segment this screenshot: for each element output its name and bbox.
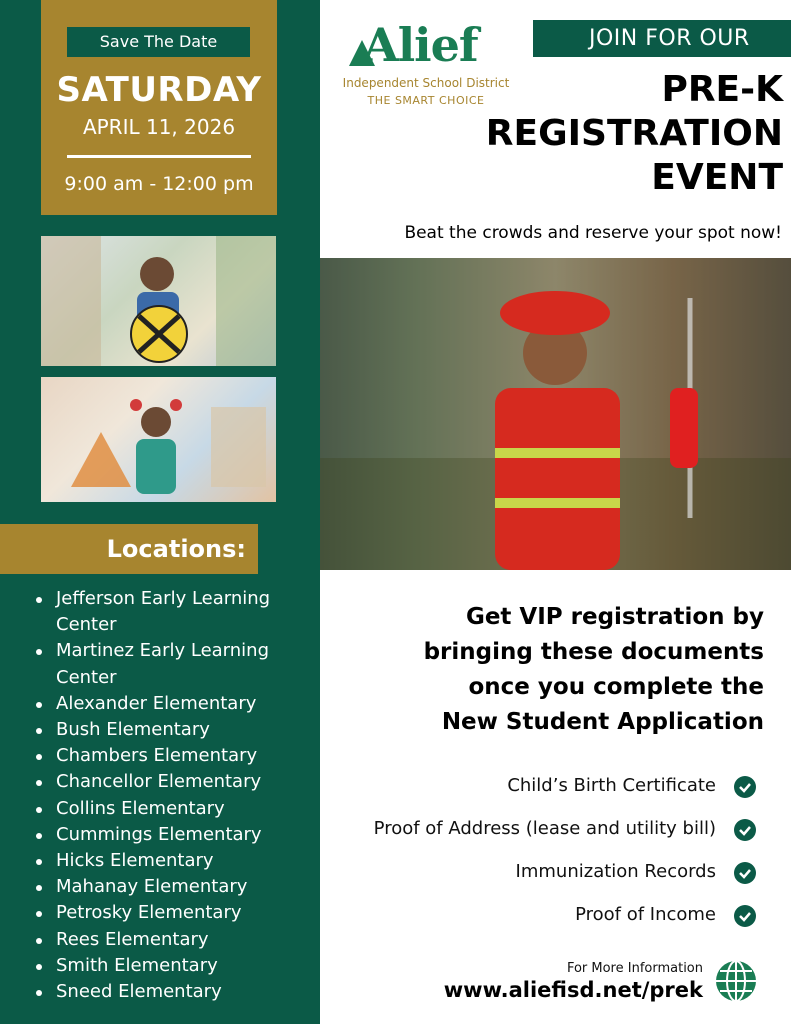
location-item: Rees Elementary [36, 927, 316, 953]
join-banner: JOIN FOR OUR [533, 20, 791, 57]
document-label: Proof of Address (lease and utility bill) [373, 818, 716, 839]
vip-line: New Student Application [441, 709, 764, 735]
document-item [340, 856, 760, 899]
date-divider [67, 155, 251, 158]
logo-tagline: THE SMART CHOICE [367, 94, 485, 107]
logo-wordmark: Alief [363, 18, 478, 72]
location-item: Cummings Elementary [36, 822, 316, 848]
more-info-label: For More Information [566, 961, 703, 976]
hero-photo-firefighter-girl [320, 258, 791, 570]
required-documents-list [340, 770, 760, 942]
save-the-date-label: Save The Date [67, 27, 250, 57]
check-circle-icon [734, 819, 756, 841]
check-circle-icon [734, 776, 756, 798]
vip-line: Get VIP registration by [465, 604, 764, 630]
globe-icon [714, 959, 758, 1003]
event-date: APRIL 11, 2026 [82, 115, 236, 139]
location-item: Chancellor Elementary [36, 769, 316, 795]
vip-line: once you complete the [468, 674, 764, 700]
check-circle-icon [734, 905, 756, 927]
event-title-line: PRE-K [661, 69, 783, 110]
document-item [340, 813, 760, 856]
photo-boy-railroad-sign [41, 236, 276, 366]
location-item: Chambers Elementary [36, 743, 316, 769]
event-tagline: Beat the crowds and reserve your spot now! [404, 223, 782, 243]
event-day: SATURDAY [56, 70, 262, 110]
document-label: Immunization Records [515, 861, 716, 882]
date-box [41, 0, 277, 215]
location-item: Petrosky Elementary [36, 900, 316, 926]
document-label: Child’s Birth Certificate [507, 775, 716, 796]
check-circle-icon [734, 862, 756, 884]
event-title-line: EVENT [651, 157, 783, 198]
photo-girl-play-area [41, 377, 276, 502]
document-item [340, 899, 760, 942]
event-title-line: REGISTRATION [485, 113, 783, 154]
location-item: Alexander Elementary [36, 691, 316, 717]
location-item: Martinez Early Learning Center [36, 638, 316, 690]
left-column [0, 0, 320, 1024]
location-item: Hicks Elementary [36, 848, 316, 874]
location-item: Mahanay Elementary [36, 874, 316, 900]
document-label: Proof of Income [575, 904, 716, 925]
location-item: Collins Elementary [36, 796, 316, 822]
event-time: 9:00 am - 12:00 pm [64, 173, 254, 195]
vip-registration-text [360, 600, 764, 740]
location-item: Smith Elementary [36, 953, 316, 979]
location-item: Sneed Elementary [36, 979, 316, 1005]
vip-line: bringing these documents [423, 639, 764, 665]
more-info-link[interactable]: www.aliefisd.net/prek [443, 978, 703, 1002]
location-item: Bush Elementary [36, 717, 316, 743]
locations-list [36, 586, 316, 1005]
logo-district: Independent School District [342, 76, 510, 90]
location-item: Jefferson Early Learning Center [36, 586, 316, 638]
event-title [423, 68, 783, 200]
locations-heading [0, 524, 258, 574]
locations-heading-text: Locations: [106, 535, 246, 563]
document-item [340, 770, 760, 813]
